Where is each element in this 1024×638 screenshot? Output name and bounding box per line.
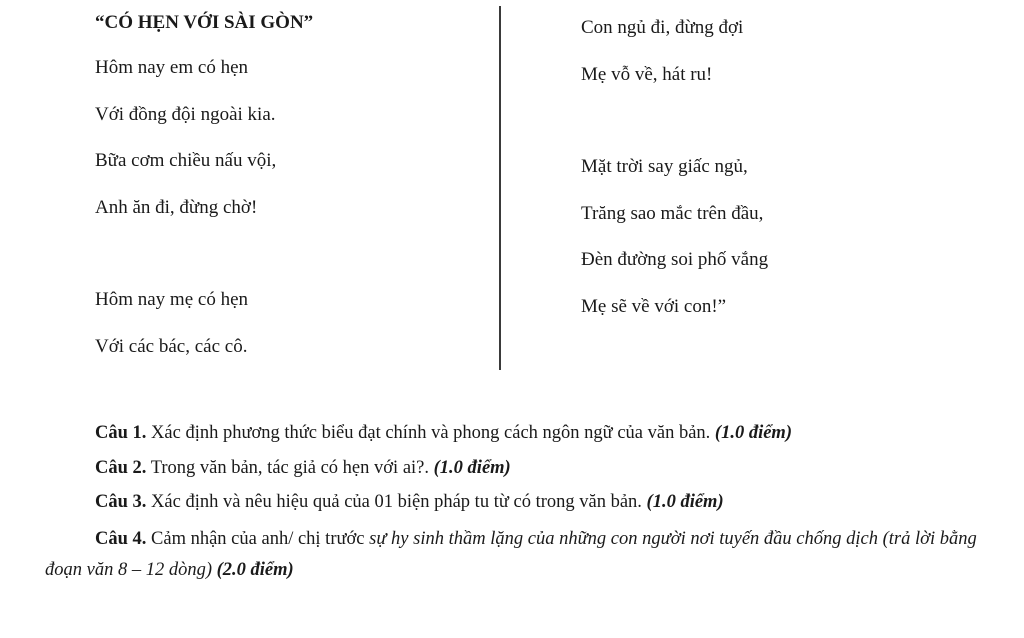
poem-line: Con ngủ đi, đừng đợi	[581, 17, 744, 38]
poem-line: Mẹ sẽ về với con!”	[581, 295, 727, 317]
stanza-gap	[581, 107, 981, 153]
poem-left-column	[95, 8, 475, 379]
poem-right-column	[581, 14, 981, 339]
question-emphasis: sự hy sinh thầm lặng của những con người nơi tuyến đầu chống dịch (trả lời bằng đoạn văn 8 – 12 dòng)	[45, 528, 977, 580]
question-list	[45, 416, 1005, 586]
poem-line: Trăng sao mắc trên đầu,	[581, 202, 764, 224]
poem-title: “CÓ HẸN VỚI SÀI GÒN”	[95, 12, 314, 33]
stanza-gap	[95, 240, 475, 286]
question-points: (2.0 điểm)	[212, 559, 294, 580]
question-label: Câu 3.	[95, 492, 147, 512]
poem-line: Hôm nay em có hẹn	[95, 57, 249, 78]
poem-line: Với đồng đội ngoài kia.	[95, 103, 276, 125]
poem-line: Anh ăn đi, đừng chờ!	[95, 196, 258, 218]
question-1	[45, 416, 1005, 451]
question-label: Câu 2.	[95, 457, 147, 478]
question-label: Câu 1.	[95, 423, 147, 443]
question-4	[45, 520, 1005, 586]
poem-line: Mẹ vỗ về, hát ru!	[581, 63, 713, 85]
question-text: Xác định phương thức biểu đạt chính và phong cách ngôn ngữ của văn bản.	[146, 423, 715, 443]
question-text: Cảm nhận của anh/ chị trước	[146, 528, 370, 549]
question-points: (1.0 điểm)	[433, 457, 511, 478]
question-text: Trong văn bản, tác giả có hẹn với ai?.	[146, 457, 434, 478]
question-points: (1.0 điểm)	[714, 423, 792, 443]
poem-line: Hôm nay mẹ có hẹn	[95, 289, 249, 310]
question-points: (1.0 điểm)	[646, 492, 724, 512]
poem-line: Mặt trời say giấc ngủ,	[581, 156, 748, 177]
question-text: Xác định và nêu hiệu quả của 01 biện pháp tu từ có trong văn bản.	[146, 492, 647, 512]
column-divider	[499, 6, 501, 370]
poem-line: Đèn đường soi phố vắng	[581, 249, 769, 270]
question-2	[45, 451, 1005, 486]
question-label: Câu 4.	[95, 528, 147, 549]
poem-line: Với các bác, các cô.	[95, 335, 248, 357]
poem-line: Bữa cơm chiều nấu vội,	[95, 150, 277, 171]
question-3	[45, 485, 1005, 520]
